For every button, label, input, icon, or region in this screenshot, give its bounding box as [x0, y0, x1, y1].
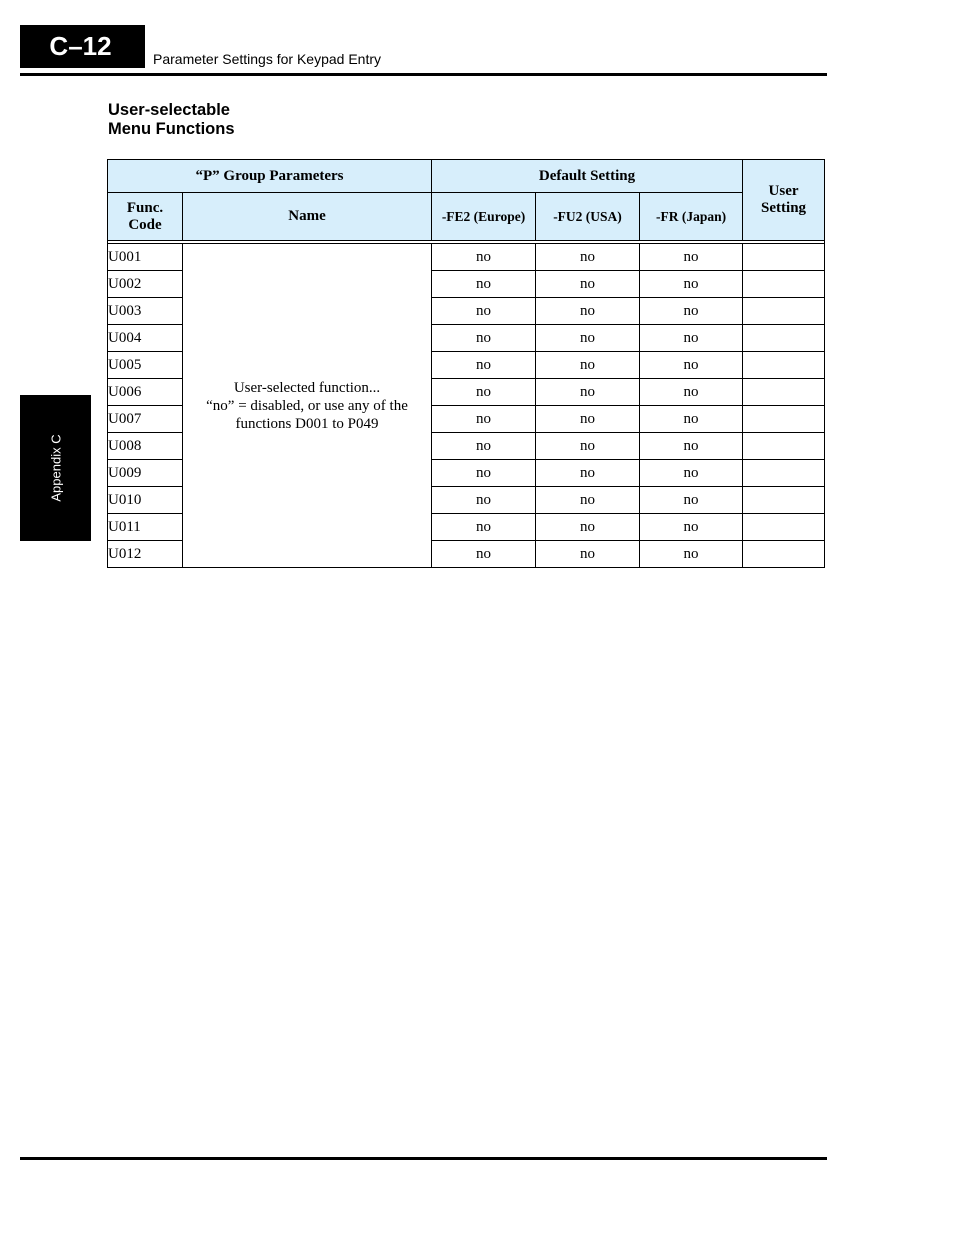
func-code-cell: U005 [108, 352, 183, 379]
table-row [108, 244, 825, 271]
fr-value: no [640, 379, 743, 406]
user-setting-header-line2: Setting [761, 200, 807, 216]
fu2-value: no [536, 433, 640, 460]
name-header: Name [183, 193, 432, 241]
user-setting-cell [743, 325, 825, 352]
fr-value: no [640, 433, 743, 460]
func-code-cell: U010 [108, 487, 183, 514]
fu2-value: no [536, 298, 640, 325]
footer-rule [20, 1157, 827, 1160]
fr-value: no [640, 244, 743, 271]
fe2-value: no [432, 379, 536, 406]
fe2-value: no [432, 352, 536, 379]
func-code-header-line1: Func. [126, 199, 164, 216]
func-code-cell: U011 [108, 514, 183, 541]
user-setting-header-line1: User [768, 183, 799, 199]
user-setting-cell [743, 244, 825, 271]
func-code-cell: U002 [108, 271, 183, 298]
fr-value: no [640, 271, 743, 298]
name-cell-line2: “no” = disabled, or use any of the [206, 397, 408, 414]
user-setting-cell [743, 514, 825, 541]
func-code-cell: U004 [108, 325, 183, 352]
fe2-header: -FE2 (Europe) [432, 193, 536, 241]
fu2-value: no [536, 541, 640, 568]
fe2-value: no [432, 325, 536, 352]
fe2-value: no [432, 460, 536, 487]
user-setting-cell [743, 379, 825, 406]
fr-value: no [640, 298, 743, 325]
user-setting-header [743, 160, 825, 241]
name-cell-line3: functions D001 to P049 [235, 415, 379, 432]
section-heading-line2: Menu Functions [108, 120, 235, 138]
name-cell [183, 244, 432, 568]
parameter-table [107, 159, 825, 568]
fu2-header: -FU2 (USA) [536, 193, 640, 241]
fe2-value: no [432, 244, 536, 271]
user-setting-cell [743, 298, 825, 325]
user-setting-cell [743, 433, 825, 460]
fu2-value: no [536, 352, 640, 379]
fr-value: no [640, 514, 743, 541]
header-rule [20, 73, 827, 76]
fe2-value: no [432, 433, 536, 460]
fu2-value: no [536, 487, 640, 514]
user-setting-cell [743, 352, 825, 379]
fu2-value: no [536, 379, 640, 406]
page-number-badge [20, 25, 145, 68]
appendix-side-tab [20, 395, 91, 541]
fe2-value: no [432, 514, 536, 541]
running-header: Parameter Settings for Keypad Entry [153, 51, 381, 67]
fe2-value: no [432, 406, 536, 433]
fu2-value: no [536, 244, 640, 271]
func-code-header-line2: Code [128, 216, 162, 233]
fe2-value: no [432, 541, 536, 568]
user-setting-cell [743, 406, 825, 433]
name-cell-line1: User-selected function... [233, 379, 381, 396]
default-setting-header: Default Setting [432, 160, 743, 193]
section-heading [108, 101, 235, 139]
side-tab-label: Appendix C [48, 434, 63, 502]
func-code-header [108, 193, 183, 241]
func-code-cell: U001 [108, 244, 183, 271]
user-setting-cell [743, 487, 825, 514]
fu2-value: no [536, 460, 640, 487]
fr-value: no [640, 325, 743, 352]
func-code-cell: U009 [108, 460, 183, 487]
fr-header: -FR (Japan) [640, 193, 743, 241]
func-code-cell: U006 [108, 379, 183, 406]
func-code-cell: U012 [108, 541, 183, 568]
user-setting-cell [743, 271, 825, 298]
fe2-value: no [432, 298, 536, 325]
fr-value: no [640, 352, 743, 379]
func-code-cell: U007 [108, 406, 183, 433]
fu2-value: no [536, 325, 640, 352]
user-setting-cell [743, 541, 825, 568]
page-number: C–12 [49, 31, 112, 61]
fu2-value: no [536, 271, 640, 298]
section-heading-line1: User-selectable [108, 101, 230, 119]
fu2-value: no [536, 406, 640, 433]
fe2-value: no [432, 271, 536, 298]
group-header: “P” Group Parameters [108, 160, 432, 193]
fe2-value: no [432, 487, 536, 514]
user-setting-cell [743, 460, 825, 487]
fu2-value: no [536, 514, 640, 541]
fr-value: no [640, 460, 743, 487]
fr-value: no [640, 541, 743, 568]
fr-value: no [640, 487, 743, 514]
fr-value: no [640, 406, 743, 433]
func-code-cell: U008 [108, 433, 183, 460]
func-code-cell: U003 [108, 298, 183, 325]
